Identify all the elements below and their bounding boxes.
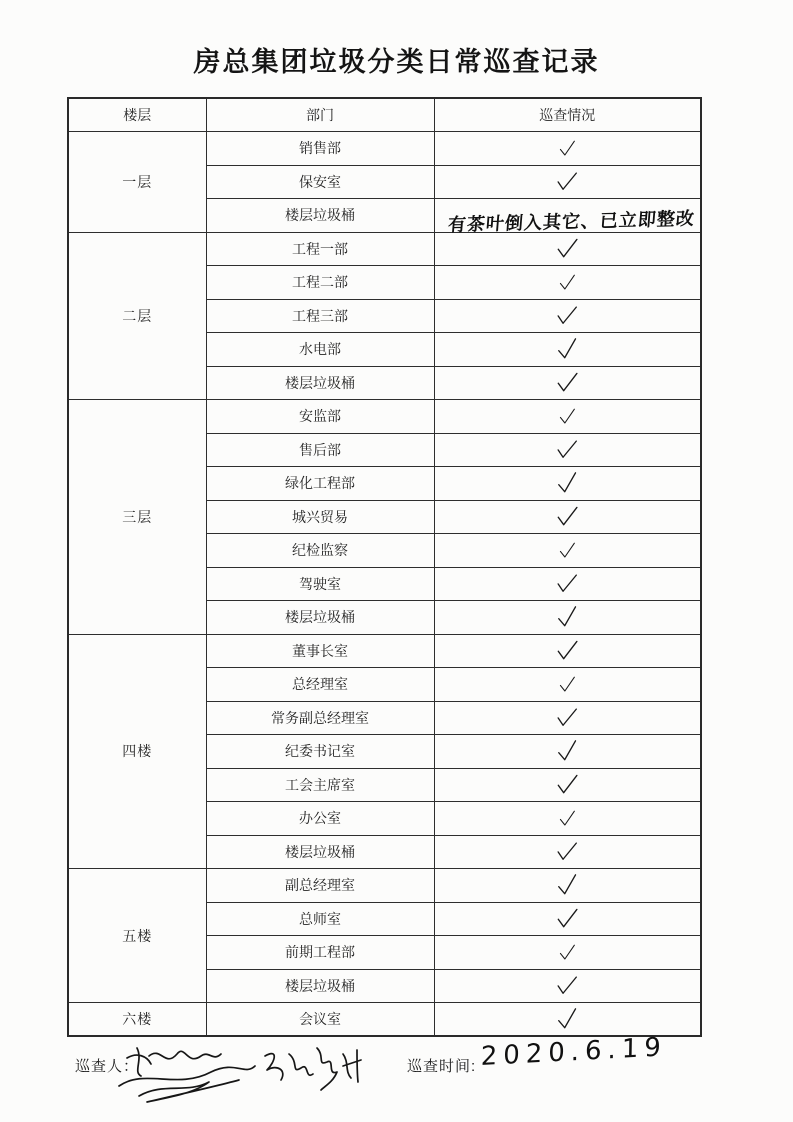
department-cell: 工程三部	[206, 299, 434, 333]
header-department: 部门	[206, 98, 434, 132]
department-cell: 安监部	[206, 400, 434, 434]
status-cell	[434, 701, 701, 735]
check-icon	[555, 604, 580, 631]
status-cell	[434, 232, 701, 266]
status-cell	[434, 333, 701, 367]
check-icon	[555, 706, 580, 730]
status-cell	[434, 165, 701, 199]
status-cell	[434, 869, 701, 903]
department-cell: 工程二部	[206, 266, 434, 300]
floor-cell: 四楼	[68, 634, 206, 869]
table-row	[68, 634, 701, 668]
check-icon	[555, 336, 580, 363]
status-cell	[434, 902, 701, 936]
status-cell	[434, 567, 701, 601]
check-icon	[558, 943, 577, 962]
department-cell: 总师室	[206, 902, 434, 936]
inspection-time-value: 2020.6.19	[480, 1032, 668, 1073]
department-cell: 纪检监察	[206, 534, 434, 568]
status-cell	[434, 400, 701, 434]
check-icon	[555, 1005, 580, 1032]
page-title: 房总集团垃圾分类日常巡查记录	[193, 47, 600, 77]
table-row	[68, 232, 701, 266]
check-icon	[555, 572, 580, 596]
check-icon	[555, 470, 580, 497]
department-cell: 绿化工程部	[206, 467, 434, 501]
department-cell: 楼层垃圾桶	[206, 366, 434, 400]
check-icon	[555, 974, 580, 998]
department-cell: 纪委书记室	[206, 735, 434, 769]
check-icon	[554, 505, 580, 529]
floor-cell: 一层	[68, 132, 206, 233]
check-icon	[554, 773, 580, 797]
status-cell	[434, 601, 701, 635]
floor-cell: 三层	[68, 400, 206, 635]
status-cell	[434, 266, 701, 300]
check-icon	[554, 639, 580, 663]
header-floor: 楼层	[68, 98, 206, 132]
department-cell: 会议室	[206, 1003, 434, 1037]
department-cell: 售后部	[206, 433, 434, 467]
status-cell	[434, 835, 701, 869]
status-cell	[434, 366, 701, 400]
table-row	[68, 400, 701, 434]
status-cell	[434, 299, 701, 333]
table-row	[68, 869, 701, 903]
status-cell	[434, 668, 701, 702]
table-row	[68, 1003, 701, 1037]
status-cell	[434, 199, 701, 233]
status-cell	[434, 936, 701, 970]
check-icon	[558, 541, 577, 560]
inspector-label: 巡查人：	[75, 1058, 140, 1075]
department-cell: 副总经理室	[206, 869, 434, 903]
department-cell: 保安室	[206, 165, 434, 199]
check-icon	[554, 371, 580, 395]
department-cell: 前期工程部	[206, 936, 434, 970]
inspection-table	[67, 97, 702, 1037]
floor-cell: 六楼	[68, 1003, 206, 1037]
status-cell	[434, 534, 701, 568]
check-icon	[555, 840, 580, 864]
department-cell: 办公室	[206, 802, 434, 836]
department-cell: 董事长室	[206, 634, 434, 668]
status-cell	[434, 802, 701, 836]
check-icon	[554, 907, 580, 931]
department-cell: 常务副总经理室	[206, 701, 434, 735]
status-cell	[434, 132, 701, 166]
department-cell: 楼层垃圾桶	[206, 835, 434, 869]
floor-cell: 五楼	[68, 869, 206, 1003]
inspector-signature-2	[255, 1040, 375, 1100]
status-cell	[434, 467, 701, 501]
inspection-table-body	[68, 132, 701, 1037]
check-icon	[558, 675, 577, 694]
check-icon	[555, 738, 580, 765]
check-icon	[555, 872, 580, 899]
inspection-time-label: 巡查时间:	[407, 1058, 477, 1075]
handwritten-note: 有茶叶倒入其它、已立即整改	[446, 207, 696, 235]
department-cell: 总经理室	[206, 668, 434, 702]
footer	[67, 1032, 747, 1117]
status-cell	[434, 500, 701, 534]
status-cell	[434, 634, 701, 668]
inspector-signature-1	[113, 1042, 263, 1110]
floor-cell: 二层	[68, 232, 206, 400]
department-cell: 水电部	[206, 333, 434, 367]
status-cell	[434, 768, 701, 802]
status-cell	[434, 735, 701, 769]
check-icon	[555, 170, 580, 194]
department-cell: 楼层垃圾桶	[206, 199, 434, 233]
department-cell: 驾驶室	[206, 567, 434, 601]
check-icon	[555, 304, 580, 328]
department-cell: 工会主席室	[206, 768, 434, 802]
check-icon	[558, 809, 577, 828]
header-status: 巡查情况	[434, 98, 701, 132]
check-icon	[558, 407, 577, 426]
check-icon	[558, 139, 577, 158]
status-cell	[434, 1003, 701, 1037]
check-icon	[558, 273, 577, 292]
check-icon	[554, 237, 580, 261]
status-cell	[434, 969, 701, 1003]
department-cell: 销售部	[206, 132, 434, 166]
table-header-row	[68, 98, 701, 132]
department-cell: 楼层垃圾桶	[206, 969, 434, 1003]
table-row	[68, 132, 701, 166]
department-cell: 工程一部	[206, 232, 434, 266]
status-cell	[434, 433, 701, 467]
department-cell: 城兴贸易	[206, 500, 434, 534]
department-cell: 楼层垃圾桶	[206, 601, 434, 635]
check-icon	[555, 438, 580, 462]
